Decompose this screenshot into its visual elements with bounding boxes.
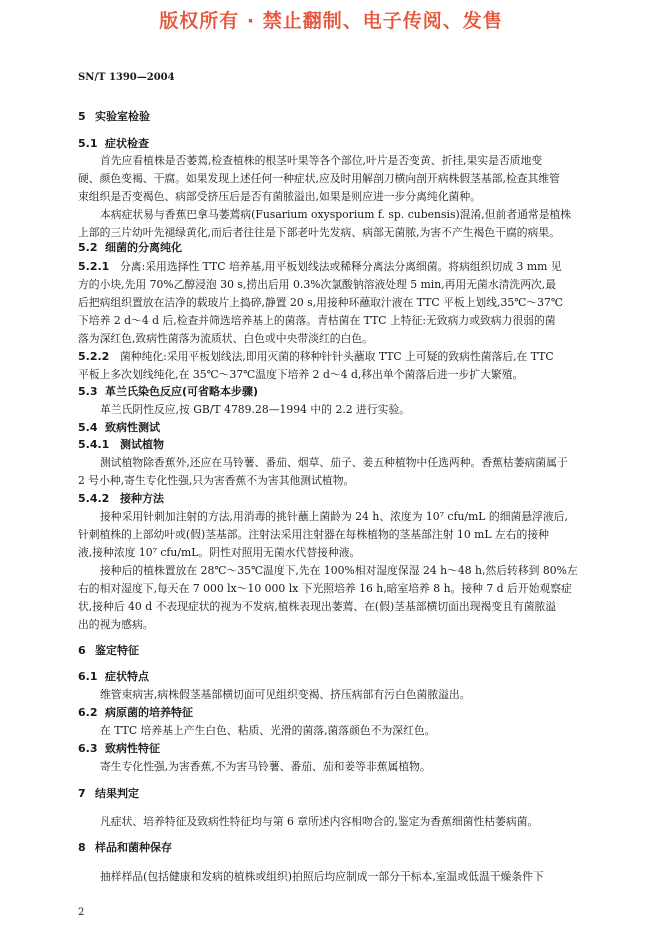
heading-5-3: 5.3 革兰氏染色反应(可省略本步骤) [78, 385, 259, 398]
paragraph-line: 测试植物除香蕉外,还应在马铃薯、番茄、烟草、茄子、姜五种植物中任选两种。香蕉枯萎病菌属于 [100, 456, 568, 469]
paragraph-line: 右的相对湿度下,每天在 7 000 lx～10 000 lx 下光照培养 16 h,暗室培养 8 h。接种 7 d 后开始观察症 [78, 582, 572, 595]
paragraph-line: 落为深红色,致病性菌落为流质状、白色或中央带淡红的白色。 [78, 332, 373, 345]
paragraph-line: 本病症状易与香蕉巴拿马萎蔫病(Fusarium oxysporium f. sp. cubensis)混淆,但前者通常是植株 [100, 208, 572, 221]
heading-7: 7 结果判定 [78, 787, 139, 800]
paragraph-line: 维管束病害,病株假茎基部横切面可见组织变褐、挤压病部有污白色菌脓溢出。 [100, 688, 471, 701]
heading-5-4: 5.4 致病性测试 [78, 421, 160, 434]
paragraph-line: 寄生专化性强,为害香蕉,不为害马铃薯、番茄、茄和姜等非蕉属植物。 [100, 760, 431, 773]
heading-8: 8 样品和菌种保存 [78, 841, 172, 854]
heading-6-2: 6.2 病原菌的培养特征 [78, 706, 193, 719]
paragraph-line: 状,接种后 40 d 不表现症状的视为不发病,植株表现出萎蔫、在(假)茎基部横切面出现褐变且有菌脓溢 [78, 600, 557, 613]
heading-6-1: 6.1 症状特点 [78, 670, 149, 683]
heading-5-2: 5.2 细菌的分离纯化 [78, 241, 182, 254]
heading-6-3: 6.3 致病性特征 [78, 742, 160, 755]
paragraph-line: 接种后的植株置放在 28℃～35℃温度下,先在 100%相对湿度保湿 24 h～48 h,然后转移到 80%左 [100, 564, 578, 577]
paragraph-line: 在 TTC 培养基上产生白色、粘质、光滑的菌落,菌落颜色不为深红色。 [100, 724, 436, 737]
paragraph-line: 平板上多次划线纯化,在 35℃～37℃温度下培养 2 d～4 d,移出单个菌落后进一步扩大繁殖。 [78, 368, 524, 381]
heading-5-4-1: 5.4.1 测试植物 [78, 438, 164, 451]
paragraph-line: 后把病组织置放在洁净的载玻片上捣碎,静置 20 s,用接种环蘸取汁液在 TTC 平板上划线,35℃～37℃ [78, 296, 563, 309]
clause-5-2-1: 5.2.1 分离:采用选择性 TTC 培养基,用平板划线法或稀释分离法分离细菌。将病组织切成 3 mm 见 [78, 260, 562, 273]
paragraph-line: 液,接种浓度 10⁷ cfu/mL。阴性对照用无菌水代替接种液。 [78, 546, 361, 559]
page-number: 2 [78, 907, 85, 918]
heading-5-1: 5.1 症状检查 [78, 137, 149, 150]
copyright-watermark: 版权所有 · 禁止翻制、电子传阅、发售 [159, 10, 503, 32]
paragraph-line: 出的视为感病。 [78, 618, 154, 631]
paragraph-line: 下培养 2 d～4 d 后,检查并筛选培养基上的菌落。青枯菌在 TTC 上特征:无致病力或致病力很弱的菌 [78, 314, 556, 327]
heading-5-4-2: 5.4.2 接种方法 [78, 492, 164, 505]
paragraph-line: 凡症状、培养特征及致病性特征均与第 6 章所述内容相吻合的,鉴定为香蕉细菌性枯萎病菌。 [100, 815, 539, 828]
heading-6: 6 鉴定特征 [78, 644, 139, 657]
paragraph-line: 针刺植株的上部幼叶或(假)茎基部。注射法采用注射器在每株植物的茎基部注射 10 mL 左右的接种 [78, 528, 549, 541]
heading-5: 5 实验室检验 [78, 110, 150, 123]
paragraph-line: 硬、颜色变褐、干腐。如果发现上述任何一种症状,应及时用解剖刀横向剖开病株假茎基部,检查其维管 [78, 172, 560, 185]
paragraph-line: 接种采用针刺加注射的方法,用消毒的挑针蘸上菌龄为 24 h、浓度为 10⁷ cfu/mL 的细菌悬浮液后, [100, 510, 568, 523]
paragraph-line: 抽样样品(包括健康和发病的植株或组织)拍照后均应制成一部分干标本,室温或低温干燥条件下 [100, 870, 544, 883]
paragraph-line: 2 号小种,寄生专化性强,只为害香蕉不为害其他测试植物。 [78, 474, 355, 487]
paragraph-line: 上部的三片幼叶先褪绿黄化,而后者往往是下部老叶先发病、病部无菌脓,为害不产生褐色干腐的病果。 [78, 226, 560, 239]
paragraph-line: 革兰氏阴性反应,按 GB/T 4789.28—1994 中的 2.2 进行实验。 [100, 403, 411, 416]
paragraph-line: 束组织是否变褐色、病部受挤压后是否有菌脓溢出,如果是则应进一步分离纯化菌种。 [78, 190, 481, 203]
clause-5-2-2: 5.2.2 菌种纯化:采用平板划线法,即用灭菌的移种针针头蘸取 TTC 上可疑的致病性菌落后,在 TTC [78, 350, 554, 363]
paragraph-line: 首先应看植株是否萎蔫,检查植株的根茎叶果等各个部位,叶片是否变黄、折挂,果实是否质地变 [100, 154, 543, 167]
paragraph-line: 方的小块,先用 70%乙醇浸泡 30 s,捞出后用 0.3%次氯酸钠溶液处理 5 min,再用无菌水清洗两次,最 [78, 278, 557, 291]
standard-code: SN/T 1390—2004 [78, 72, 175, 83]
